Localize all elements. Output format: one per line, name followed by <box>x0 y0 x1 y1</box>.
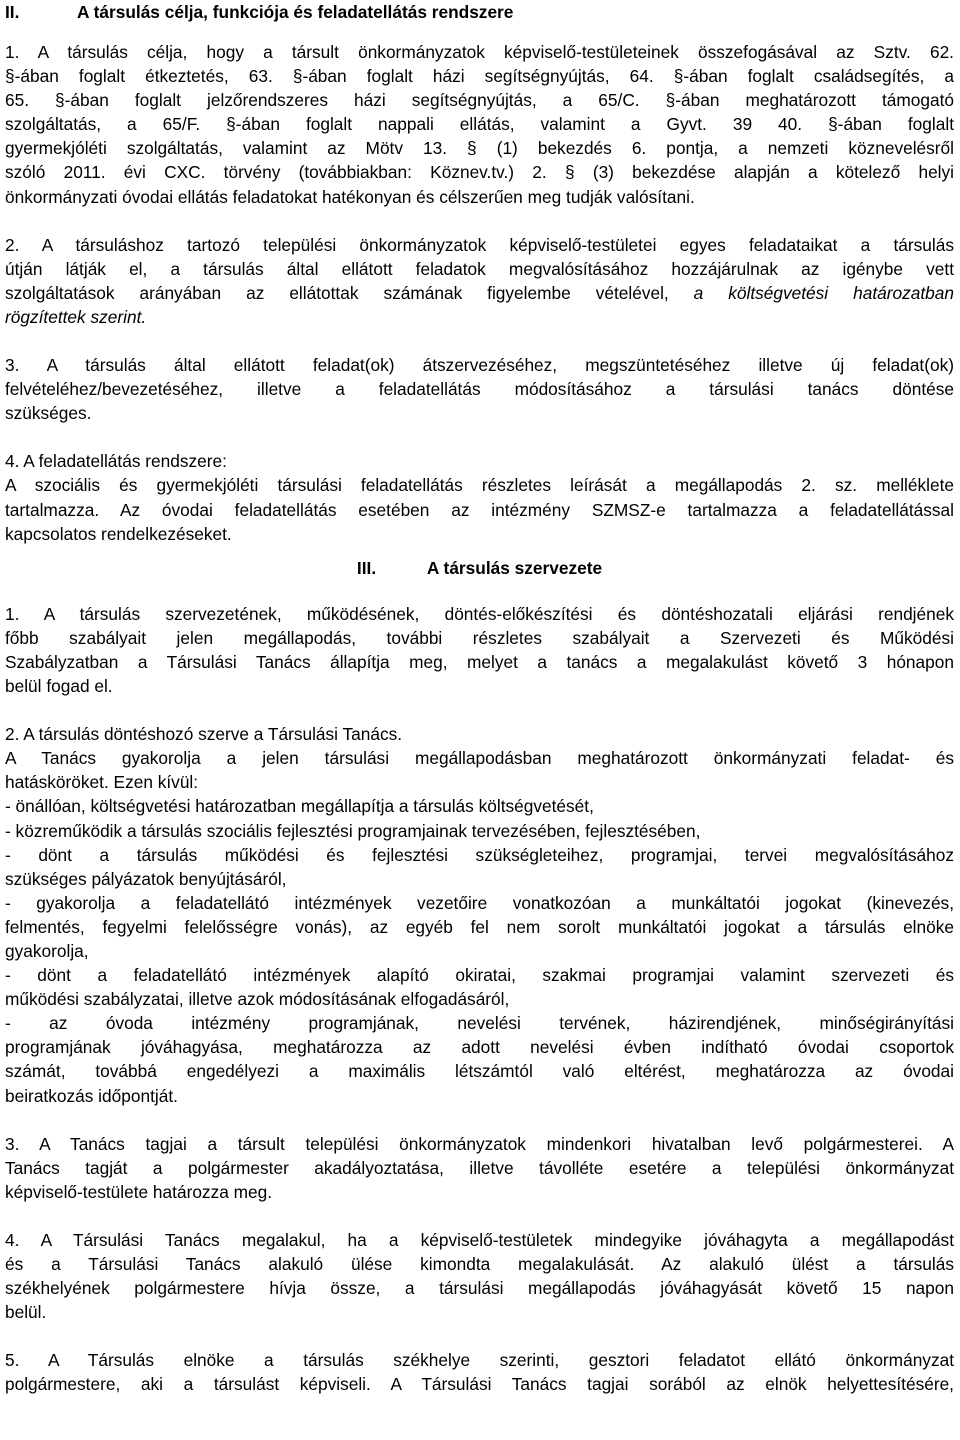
text-line: belül fogad el. <box>5 676 113 697</box>
text-line: 3. A Tanács tagjai a társult települési önkormányzatok mindenkori hivatalban levő polgármesterei. A <box>5 1133 954 1154</box>
text-line: Szabályzatban a Társulási Tanács állapítja meg, melyet a tanács a megalakulást követő 3 hónapon <box>5 651 954 672</box>
paragraph-3-3 <box>5 1132 954 1204</box>
text-line: 2. A társuláshoz tartozó települési önkormányzatok képviselő-testületei egyes feladataikat a társulás <box>5 234 954 255</box>
text-line: 65. §-ában foglalt jelzőrendszeres házi segítségnyújtás, a 65/C. §-ában meghatározott támogató <box>5 90 954 111</box>
text-line: 4. A Társulási Tanács megalakul, ha a képviselő-testületek mindegyike jóváhagyta a megállapodást <box>5 1229 954 1250</box>
text-line: polgármestere, aki a társulást képviseli. A Társulási Tanács tagjai sorából az elnök helyettesítésére, <box>5 1374 954 1395</box>
text-line: 4. A feladatellátás rendszere: <box>5 451 227 472</box>
text-line: felvételéhez/bevezetéséhez, illetve a feladatellátás módosításához a társulási tanács döntése <box>5 379 954 400</box>
text-line: §-ában foglalt étkeztetés, 63. §-ában foglalt házi segítségnyújtás, 64. §-ában foglalt családsegítés, a <box>5 66 954 87</box>
text-line: szóló 2011. évi CXC. törvény (továbbiakban: Köznev.tv.) 2. § (3) bekezdése alapján a kötelező helyi <box>5 162 954 183</box>
paragraph-3-2 <box>5 722 954 1108</box>
text-normal: szolgáltatások arányában az ellátottak számának figyelembe vételével, <box>5 282 694 303</box>
text-line: programjának jóváhagyása, meghatározza az adott nevelési évben indítható óvodai csoportok <box>5 1037 954 1058</box>
text-line: gyakorolja, <box>5 941 89 961</box>
text-line: hatásköröket. Ezen kívül: <box>5 772 199 793</box>
text-line: 5. A Társulás elnöke a társulás székhelye szerinti, gesztori feladatot ellátó önkormányzat <box>5 1350 954 1371</box>
paragraph-gap <box>5 580 954 602</box>
section-title: A társulás szervezete <box>426 557 603 578</box>
paragraph-gap <box>5 329 954 353</box>
text-line: 1. A társulás célja, hogy a társult önkormányzatok képviselő-testületeinek összefogásával az Sztv. 62. <box>5 42 954 62</box>
paragraph-2-3 <box>5 353 954 425</box>
text-line: 2. A társulás döntéshozó szerve a Társulási Tanács. <box>5 724 403 745</box>
text-line: működési szabályzatai, illetve azok módosításának elfogadásáról, <box>5 989 510 1010</box>
text-line: szükséges pályázatok benyújtásáról, <box>5 868 287 889</box>
text-line: - gyakorolja a feladatellátó intézmények vezetőire vonatkozóan a munkáltatói jogokat (kinevezés, <box>5 892 954 913</box>
text-line: székhelyének polgármestere hívja össze, a társulási megállapodás jóváhagyását követő 15 napon <box>5 1278 954 1299</box>
text-line: rögzítettek szerint. <box>5 306 147 327</box>
paragraph-2-2 <box>5 233 954 329</box>
paragraph-gap <box>5 209 954 233</box>
text-line <box>5 281 954 305</box>
text-line: beiratkozás időpontját. <box>5 1085 178 1106</box>
text-line: kapcsolatos rendelkezéseket. <box>5 523 232 544</box>
paragraph-3-4 <box>5 1228 954 1324</box>
section-title: A társulás célja, funkciója és feladatellátás rendszere <box>77 2 514 22</box>
text-italic: a költségvetési határozatban <box>693 282 954 303</box>
paragraph-gap <box>5 1204 954 1228</box>
section-heading-3 <box>5 556 954 580</box>
text-line: önkormányzati óvodai ellátás feladatokat hatékonyan és célszerűen meg tudják valósítani. <box>5 186 695 207</box>
text-line: tartalmazza. Az óvodai feladatellátás esetében az intézmény SZMSZ-e tartalmazza a feladatellátással <box>5 499 954 520</box>
text-line: felmentés, fegyelmi felelősségre vonás), az egyéb fel nem sorolt munkáltatói jogokat a társulás elnöke <box>5 916 954 937</box>
paragraph-2-4 <box>5 449 954 545</box>
text-line: - dönt a társulás működési és fejlesztési szükségleteihez, programjai, tervei megvalósításához <box>5 844 954 865</box>
text-line: szükséges. <box>5 403 92 424</box>
text-line: 1. A társulás szervezetének, működésének, döntés-előkészítési és döntéshozatali eljárási rendjének <box>5 603 954 624</box>
text-line: Tanács tagját a polgármester akadályoztatása, illetve távolléte esetére a települési önkormányzat <box>5 1157 954 1178</box>
section-heading-2 <box>5 0 954 24</box>
text-line: és a Társulási Tanács alakuló ülése kimondta megalakulását. Az alakuló ülést a társulás <box>5 1254 954 1275</box>
text-line: 3. A társulás által ellátott feladat(ok) átszervezéséhez, megszüntetéséhez illetve új feladat(ok) <box>5 355 954 376</box>
text-line: számát, továbbá engedélyezi a maximális létszámtól való eltérést, meghatározza az óvodai <box>5 1061 954 1082</box>
paragraph-2-1 <box>5 40 954 209</box>
section-number: III. <box>356 557 377 578</box>
paragraph-gap <box>5 425 954 449</box>
text-line: szolgáltatás, a 65/F. §-ában foglalt nappali ellátás, valamint a Gyvt. 39 40. §-ában foglalt <box>5 114 954 135</box>
paragraph-gap <box>5 1108 954 1132</box>
text-line: gyermekjóléti szolgáltatás, valamint az Mötv 13. § (1) bekezdés 6. pontja, a nemzeti köznevelésről <box>5 138 954 159</box>
text-line: főbb szabályait jelen megállapodás, további részletes szabályait a Szervezeti és Működési <box>5 627 954 648</box>
text-line: képviselő-testülete határozza meg. <box>5 1181 273 1202</box>
text-line: - önállóan, költségvetési határozatban megállapítja a társulás költségvetését, <box>5 796 594 817</box>
paragraph-gap <box>5 1324 954 1348</box>
paragraph-3-5 <box>5 1348 954 1396</box>
text-line: útján látják el, a társulás által ellátott feladatok megvalósításához hozzájárulnak az igénybe vett <box>5 258 954 279</box>
text-line: - dönt a feladatellátó intézmények alapító okiratai, szakmai programjai valamint szervezeti és <box>5 965 954 986</box>
text-line: - az óvoda intézmény programjának, nevelési tervének, házirendjének, minőségirányítási <box>5 1013 954 1034</box>
paragraph-gap <box>5 698 954 722</box>
paragraph-3-1 <box>5 602 954 698</box>
section-number: II. <box>5 2 20 22</box>
text-line: A szociális és gyermekjóléti társulási feladatellátás részletes leírását a megállapodás 2. sz. melléklete <box>5 475 954 496</box>
text-line: - közreműködik a társulás szociális fejlesztési programjainak tervezésében, fejlesztésében, <box>5 820 701 841</box>
text-line: A Tanács gyakorolja a jelen társulási megállapodásban meghatározott önkormányzati feladat- és <box>5 748 954 769</box>
text-line: belül. <box>5 1302 47 1323</box>
